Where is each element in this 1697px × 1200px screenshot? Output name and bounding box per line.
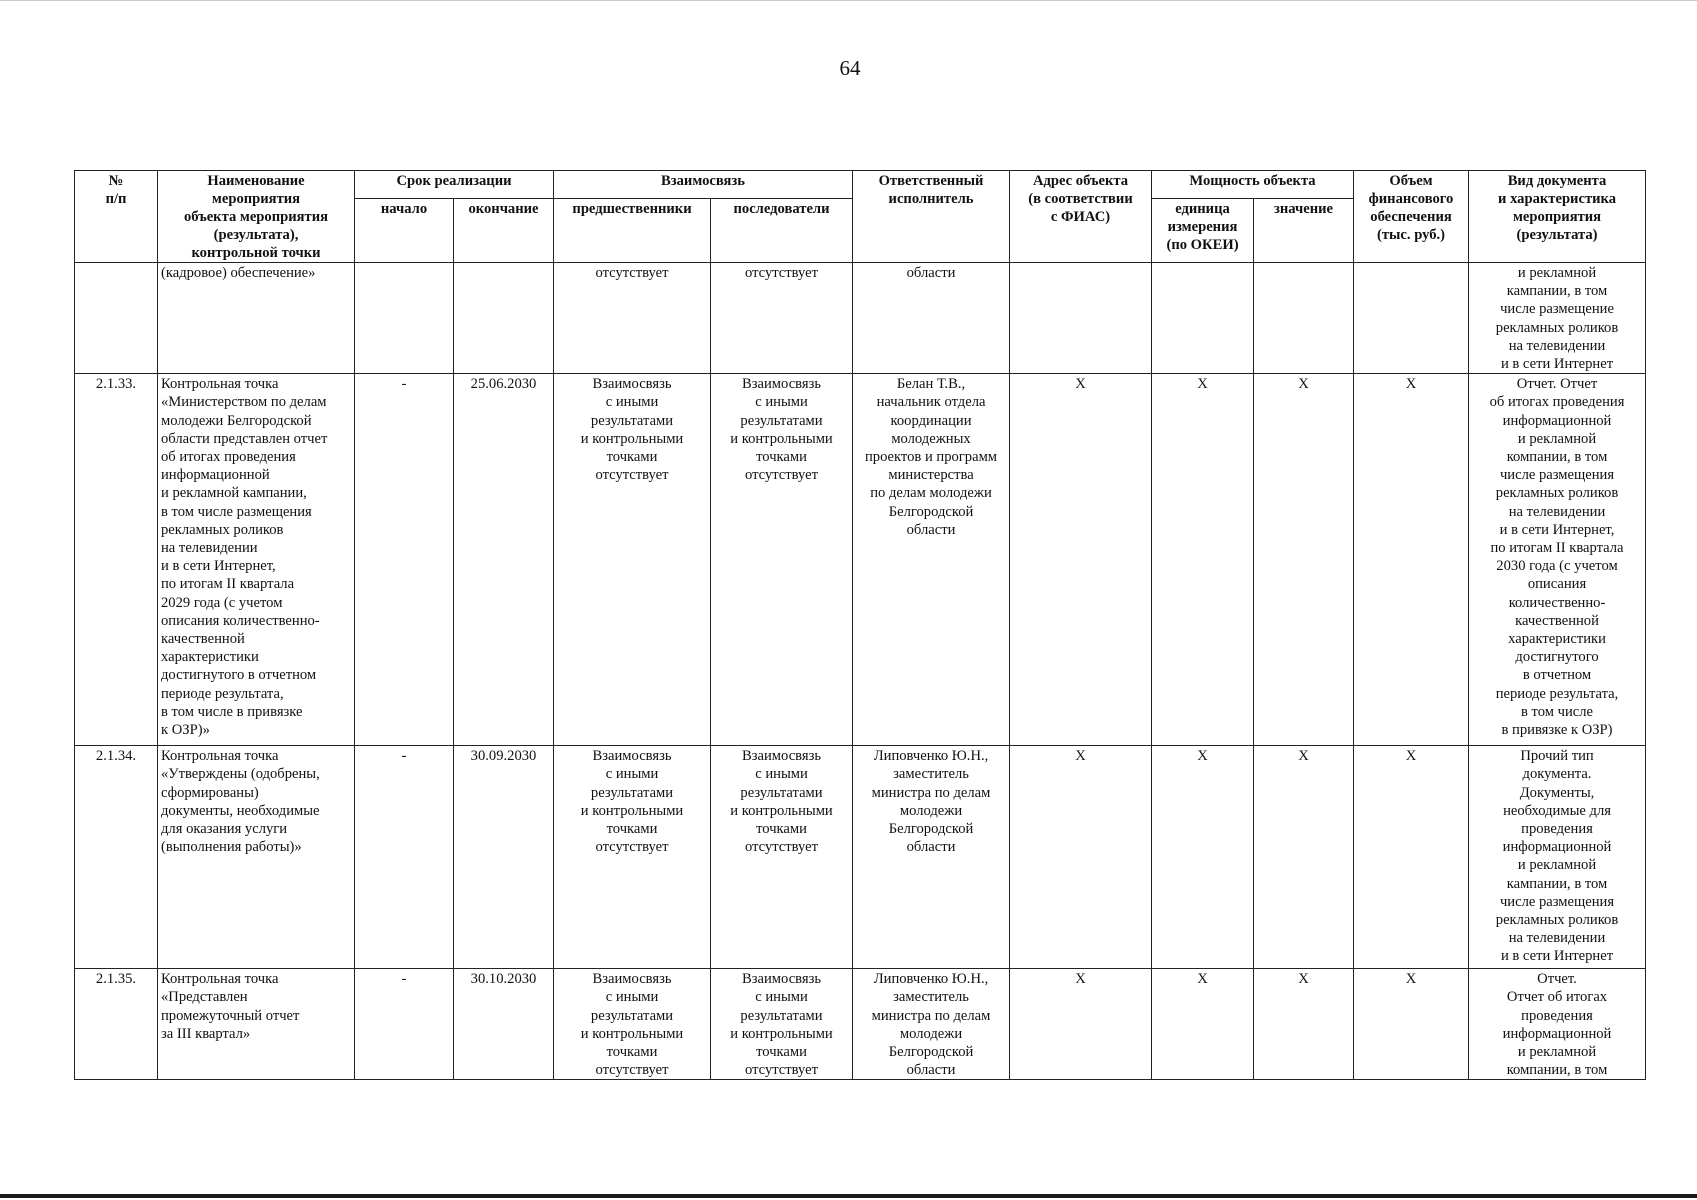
header-capacity-unit: единица измерения (по ОКЕИ) bbox=[1152, 199, 1254, 263]
cell-pred: отсутствует bbox=[554, 263, 711, 374]
cell-value: X bbox=[1254, 374, 1354, 746]
header-term-start: начало bbox=[355, 199, 454, 263]
header-term: Срок реализации bbox=[355, 171, 554, 199]
cell-end: 30.09.2030 bbox=[454, 746, 554, 969]
cell-address: X bbox=[1010, 746, 1152, 969]
cell-doc: Отчет. Отчет об итогах проведения информационной и рекламной компании, в том числе размещения рекламных роликов на телевидении и в сети Интернет, по итогам II квартала 2030 года (с учетом описания количественно- качественной характеристики достигнутого в отчетном периоде результата, в том числе в привязке к ОЗР) bbox=[1469, 374, 1646, 746]
cell-name: Контрольная точка «Утверждены (одобрены, сформированы) документы, необходимые для оказания услуги (выполнения работы)» bbox=[158, 746, 355, 969]
header-finance: Объем финансового обеспечения (тыс. руб.) bbox=[1354, 171, 1469, 263]
header-name: Наименование мероприятия объекта мероприятия (результата), контрольной точки bbox=[158, 171, 355, 263]
header-link: Взаимосвязь bbox=[554, 171, 853, 199]
cell-start bbox=[355, 263, 454, 374]
activities-table bbox=[74, 170, 1646, 1080]
cell-address: X bbox=[1010, 374, 1152, 746]
cell-doc: Отчет. Отчет об итогах проведения информационной и рекламной компании, в том bbox=[1469, 969, 1646, 1080]
bottom-scan-edge bbox=[0, 1194, 1697, 1198]
cell-executor: Липовченко Ю.Н., заместитель министра по делам молодежи Белгородской области bbox=[853, 746, 1010, 969]
header-num: № п/п bbox=[75, 171, 158, 263]
cell-succ: Взаимосвязь с иными результатами и контрольными точками отсутствует bbox=[711, 969, 853, 1080]
cell-pred: Взаимосвязь с иными результатами и контрольными точками отсутствует bbox=[554, 374, 711, 746]
cell-succ: Взаимосвязь с иными результатами и контрольными точками отсутствует bbox=[711, 746, 853, 969]
page-number: 64 bbox=[839, 56, 861, 80]
header-executor: Ответственный исполнитель bbox=[853, 171, 1010, 263]
cell-end: 30.10.2030 bbox=[454, 969, 554, 1080]
top-scan-edge bbox=[0, 0, 1697, 1]
header-capacity: Мощность объекта bbox=[1152, 171, 1354, 199]
cell-value: X bbox=[1254, 746, 1354, 969]
header-address: Адрес объекта (в соответствии с ФИАС) bbox=[1010, 171, 1152, 263]
header-term-end: окончание bbox=[454, 199, 554, 263]
header-row-1 bbox=[75, 171, 1646, 199]
header-link-pred: предшественники bbox=[554, 199, 711, 263]
header-doc-type: Вид документа и характеристика мероприятия (результата) bbox=[1469, 171, 1646, 263]
cell-finance: X bbox=[1354, 374, 1469, 746]
cell-pred: Взаимосвязь с иными результатами и контрольными точками отсутствует bbox=[554, 969, 711, 1080]
cell-finance bbox=[1354, 263, 1469, 374]
cell-doc: и рекламной кампании, в том числе размещение рекламных роликов на телевидении и в сети Интернет bbox=[1469, 263, 1646, 374]
cell-address bbox=[1010, 263, 1152, 374]
cell-num: 2.1.34. bbox=[75, 746, 158, 969]
cell-unit bbox=[1152, 263, 1254, 374]
cell-executor: Белан Т.В., начальник отдела координации молодежных проектов и программ министерства по делам молодежи Белгородской области bbox=[853, 374, 1010, 746]
cell-num: 2.1.33. bbox=[75, 374, 158, 746]
header-link-succ: последователи bbox=[711, 199, 853, 263]
cell-executor: Липовченко Ю.Н., заместитель министра по делам молодежи Белгородской области bbox=[853, 969, 1010, 1080]
cell-executor: области bbox=[853, 263, 1010, 374]
cell-finance: X bbox=[1354, 969, 1469, 1080]
cell-doc: Прочий тип документа. Документы, необходимые для проведения информационной и рекламной кампании, в том числе размещения рекламных роликов на телевидении и в сети Интернет bbox=[1469, 746, 1646, 969]
cell-start: - bbox=[355, 374, 454, 746]
cell-value: X bbox=[1254, 969, 1354, 1080]
table-row bbox=[75, 263, 1646, 374]
cell-name: Контрольная точка «Представлен промежуточный отчет за III квартал» bbox=[158, 969, 355, 1080]
cell-num: 2.1.35. bbox=[75, 969, 158, 1080]
cell-succ: Взаимосвязь с иными результатами и контрольными точками отсутствует bbox=[711, 374, 853, 746]
cell-name: (кадровое) обеспечение» bbox=[158, 263, 355, 374]
cell-end: 25.06.2030 bbox=[454, 374, 554, 746]
cell-unit: X bbox=[1152, 746, 1254, 969]
cell-succ: отсутствует bbox=[711, 263, 853, 374]
cell-end bbox=[454, 263, 554, 374]
cell-start: - bbox=[355, 746, 454, 969]
table-row bbox=[75, 969, 1646, 1080]
cell-start: - bbox=[355, 969, 454, 1080]
header-capacity-value: значение bbox=[1254, 199, 1354, 263]
cell-unit: X bbox=[1152, 374, 1254, 746]
cell-pred: Взаимосвязь с иными результатами и контрольными точками отсутствует bbox=[554, 746, 711, 969]
cell-name: Контрольная точка «Министерством по делам молодежи Белгородской области представлен отчет об итогах проведения информационной и рекламной кампании, в том числе размещения рекламных роликов на телевидении и в сети Интернет, по итогам II квартала 2029 года (с учетом описания количественно- качественной характеристики достигнутого в отчетном периоде результата, в том числе в привязке к ОЗР)» bbox=[158, 374, 355, 746]
cell-value bbox=[1254, 263, 1354, 374]
cell-finance: X bbox=[1354, 746, 1469, 969]
cell-num bbox=[75, 263, 158, 374]
table-row bbox=[75, 374, 1646, 746]
table-row bbox=[75, 746, 1646, 969]
cell-unit: X bbox=[1152, 969, 1254, 1080]
cell-address: X bbox=[1010, 969, 1152, 1080]
